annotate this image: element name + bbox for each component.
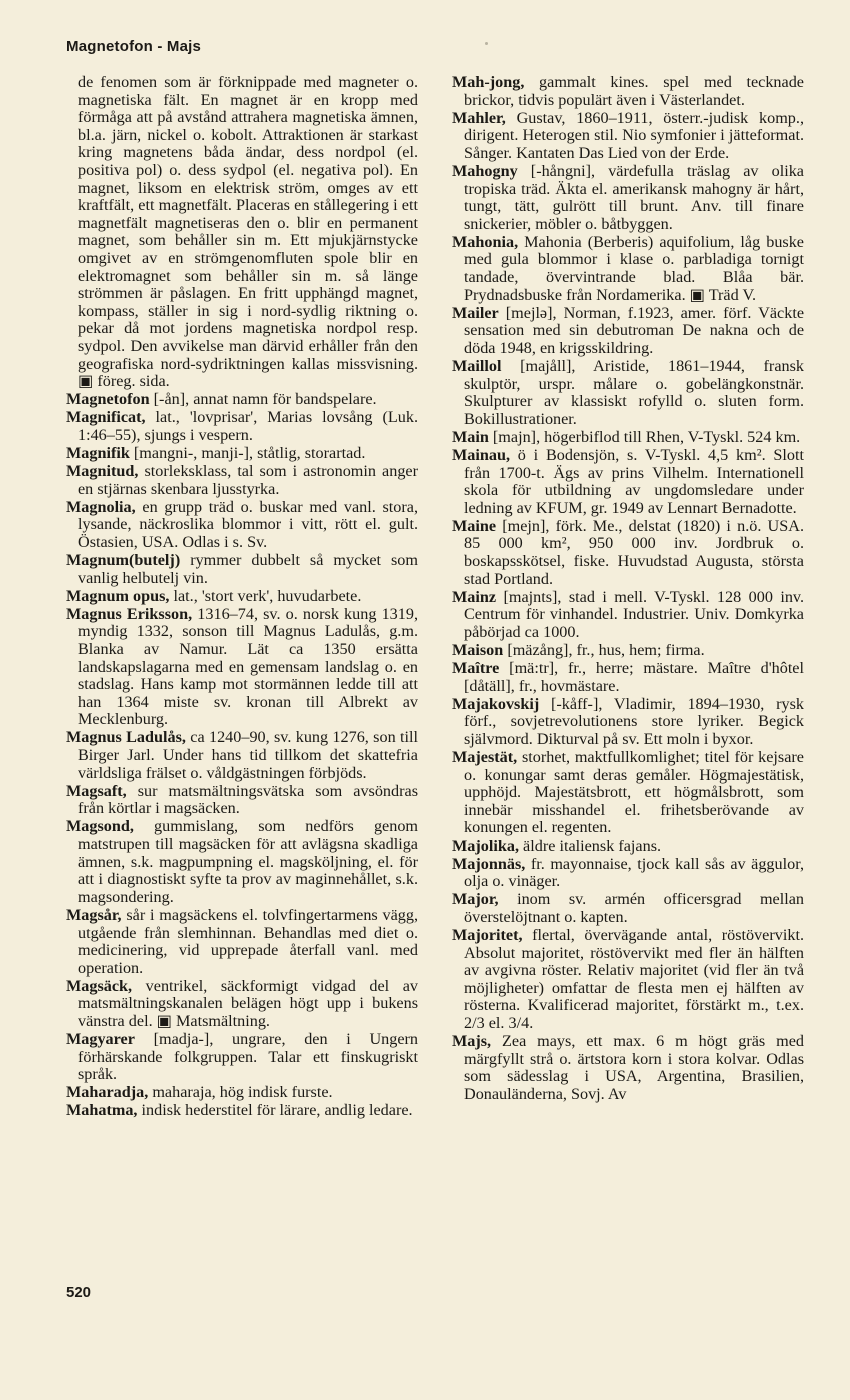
dictionary-entry	[66, 552, 418, 587]
dictionary-entry	[66, 391, 418, 409]
left-column	[66, 74, 418, 1121]
dictionary-entry	[452, 856, 804, 891]
right-column	[452, 74, 804, 1104]
running-head: Magnetofon - Majs	[66, 38, 202, 55]
entry-definition: flertal, övervägande antal, röstövervikt. Absolut majoritet, röstövervikt med fler än hälften av avgivna röster. Relativ majoritet (vid fler än två möjligheter) omfattar de flesta men ej hälften av rösterna. Kvalificerad majoritet, förstärkt m., t.ex. 2/3 el. 3/4.	[464, 926, 804, 1032]
dictionary-entry	[452, 518, 804, 588]
dictionary-entry	[66, 818, 418, 906]
entry-headword: Maharadja,	[66, 1083, 149, 1102]
entry-headword: Main	[452, 427, 489, 446]
entry-definition: gummislang, som nedförs genom matstrupen till magsäcken för att avlägsna skadliga ämnen, s.k. magpumpning el. magsköljning, el. för att i diagnostiskt syfte ta prov av maginnehållet, s.k. magsondering.	[78, 817, 418, 906]
entry-definition: en grupp träd o. buskar med vanl. stora, lysande, näckroslika blommor i vitt, rött el. gult. Östasien, USA. Odlas i s. Sv.	[78, 497, 418, 551]
entry-definition: [majn], högerbiflod till Rhen, V-Tyskl. 524 km.	[488, 427, 801, 446]
entry-headword: Magnolia,	[66, 497, 136, 516]
entry-definition: 1316–74, sv. o. norsk kung 1319, myndig 1332, sonson till Magnus Ladulås, g.m. Blanka av Namur. Lät ca 1350 ersätta landskapslagarna med en gemensam landslag o. en stadslag. Hans kamp mot stormännen ledde till att han 1364 miste sv. kronan till Albrekt av Mecklenburg.	[78, 604, 418, 729]
entry-headword: Maître	[452, 659, 500, 678]
entry-headword: Magnum opus,	[66, 586, 170, 605]
dictionary-entry	[452, 891, 804, 926]
entry-headword: Majestät,	[452, 748, 518, 767]
entry-definition: [mejlə], Norman, f.1923, amer. förf. Väckte sensation med sin debutroman De nakna och de döda 1948, en krigsskildring.	[464, 303, 804, 357]
dictionary-entry	[452, 163, 804, 233]
entry-definition: ca 1240–90, sv. kung 1276, son till Birger Jarl. Under hans tid tillkom det skattefria världsliga frälset o. våldgästningen förbjöds.	[78, 728, 418, 782]
entry-headword: Mahler,	[452, 108, 506, 127]
entry-definition: [-kåff-], Vladimir, 1894–1930, rysk förf., sovjetrevolutionens store lyriker. Begick självmord. Dikturval på sv. Ett moln i byxor.	[464, 694, 804, 748]
entry-headword: Majolika,	[452, 836, 519, 855]
entry-definition: ventrikel, säckformigt vidgad del av matsmältningskanalen belägen högt upp i bukens vänstra del. ▣ Matsmältning.	[78, 976, 418, 1030]
entry-definition: äldre italiensk fajans.	[519, 836, 662, 855]
entry-headword: Mailer	[452, 303, 499, 322]
dictionary-entry	[66, 1084, 418, 1102]
dictionary-entry	[452, 642, 804, 660]
dictionary-entry	[66, 499, 418, 552]
entry-headword: Magnus Ladulås,	[66, 728, 186, 747]
entry-headword: Mainz	[452, 587, 497, 606]
dictionary-entry	[452, 305, 804, 358]
dictionary-entry	[66, 1031, 418, 1084]
dictionary-entry	[66, 588, 418, 606]
entry-headword: Majakovskij	[452, 694, 540, 713]
dictionary-entry	[66, 74, 418, 391]
entry-definition: maharaja, hög indisk furste.	[148, 1083, 333, 1102]
dictionary-entry	[452, 358, 804, 428]
entry-headword: Magnitud,	[66, 462, 139, 481]
entry-definition: gammalt kines. spel med tecknade brickor, tidvis populärt även i Västerlandet.	[464, 73, 804, 109]
entry-definition: [majnts], stad i mell. V-Tyskl. 128 000 inv. Centrum för vinhandel. Industrier. Univ. Domkyrka påbörjad ca 1000.	[464, 587, 804, 641]
dictionary-entry	[66, 606, 418, 729]
dictionary-entry	[66, 463, 418, 498]
dictionary-entry	[452, 696, 804, 749]
entry-definition: Zea mays, ett max. 6 m högt gräs med märgfyllt strå o. ärtstora korn i stora kolvar. Odlas som sädesslag i USA, Argentina, Brasilien, Donauländerna, Sovj. Av	[464, 1032, 804, 1103]
entry-headword: Mahogny	[452, 161, 518, 180]
entry-headword: Majonnäs,	[452, 854, 526, 873]
entry-definition: sur matsmältningsvätska som avsöndras från körtlar i magsäcken.	[78, 781, 418, 818]
dictionary-entry	[66, 445, 418, 463]
entry-headword: Magsäck,	[66, 976, 133, 995]
entry-headword: Mah-jong,	[452, 73, 525, 91]
dictionary-entry	[452, 660, 804, 695]
page-number: 520	[66, 1284, 92, 1301]
entry-definition: storleksklass, tal som i astronomin anger en stjärnas skenbara ljusstyrka.	[78, 462, 418, 498]
entry-definition: ö i Bodensjön, s. V-Tyskl. 4,5 km². Slott från 1700-t. Ägs av prins Vilhelm. Internationell skola för utbildning av ungdomsledare under ledning av KFUM, gr. 1949 av Lennart Bernadotte.	[464, 445, 804, 517]
dictionary-entry	[66, 978, 418, 1031]
dictionary-entry	[452, 429, 804, 447]
entry-headword: Mahatma,	[66, 1101, 138, 1120]
entry-definition: storhet, maktfullkomlighet; titel för kejsare o. konungar samt deras gemåler. Högmajestätisk, upphöjd. Majestätsbrott, ett högmålsbrott, som innebär misshandel el. frihetsberövande av konungen el. regenten.	[464, 748, 804, 837]
dictionary-entry	[66, 783, 418, 818]
entry-definition: sår i magsäckens el. tolvfingertarmens vägg, utgående från slemhinnan. Behandlas med diet o. medicinering, vid upprepade återfall vanl. med operation.	[78, 905, 418, 977]
dictionary-entry	[452, 838, 804, 856]
entry-headword: Magsår,	[66, 905, 122, 924]
entry-definition: de fenomen som är förknippade med magneter o. magnetiska fält. En magnet är en kropp med förmåga att på avstånd attrahera magnetiska ämnen, bl.a. järn, nickel o. kobolt. Attraktionen är starkast kring magnetens båda ändar, dess nordpol (el. positiva pol) o. dess sydpol (el. negativa pol). En magnet, liksom en elektrisk ström, omges av ett kraftfält, ett magnetfält. Placeras en stållegering i ett magnetfält magnetiseras den o. blir en permanent magnet, som behåller sin m. Ett mjukjärnstycke omgivet av en strömgenomfluten spole blir en elektromagnet som behåller sin m. så länge strömmen är påslagen. En fritt upphängd magnet, kompass, ställer in sig i nord-sydlig riktning o. pekar då mot jordens magnetiska nordpol resp. sydpol. Den avvikelse man därvid erhåller från den geografiska nord-sydriktningen kallas missvisning. ▣ föreg. sida.	[78, 73, 418, 391]
entry-headword: Magsaft,	[66, 781, 127, 800]
entry-definition: fr. mayonnaise, tjock kall sås av äggulor, olja o. vinäger.	[464, 854, 804, 891]
dictionary-entry	[452, 927, 804, 1033]
entry-headword: Major,	[452, 890, 499, 909]
paper-speck	[485, 42, 488, 45]
entry-definition: lat., 'lovprisar', Marias lovsång (Luk. 1:46–55), sjungs i vespern.	[78, 408, 418, 444]
entry-headword: Mainau,	[452, 445, 511, 464]
entry-definition: [mäzång], fr., hus, hem; firma.	[503, 641, 705, 659]
entry-headword: Magnetofon	[66, 390, 150, 409]
entry-headword: Magnus Eriksson,	[66, 604, 193, 623]
entry-definition: Gustav, 1860–1911, österr.-judisk komp., dirigent. Heterogen stil. Nio symfonier i jätteformat. Sånger. Kantaten Das Lied von der Erde.	[464, 108, 804, 162]
entry-definition: [mä:tr], fr., herre; mästare. Maître d'hôtel [dåtäll], fr., hovmästare.	[464, 659, 804, 695]
dictionary-entry	[66, 729, 418, 782]
entry-definition: indisk hederstitel för lärare, andlig ledare.	[137, 1101, 413, 1120]
dictionary-entry	[452, 74, 804, 109]
entry-definition: lat., 'stort verk', huvudarbete.	[169, 586, 362, 605]
entry-headword: Majoritet,	[452, 926, 523, 944]
entry-definition: [majåll], Aristide, 1861–1944, fransk skulptör, urspr. målare o. gobelängkonstnär. Skulpturer av klassiskt rofylld o. sluten form. Bokillustrationer.	[464, 357, 804, 428]
dictionary-entry	[452, 447, 804, 517]
entry-definition: Mahonia (Berberis) aquifolium, låg buske med gula blommor i klase o. parbladiga tornigt tandade, övervintrande blad. Blåa bär. Prydnadsbuske från Nordamerika. ▣ Träd V.	[464, 232, 804, 304]
entry-headword: Magsond,	[66, 817, 134, 836]
entry-definition: [mejn], förk. Me., delstat (1820) i n.ö. USA. 85 000 km², 950 000 inv. Jordbruk o. boskapsskötsel, fiske. Huvudstad Augusta, största stad Portland.	[464, 516, 804, 588]
dictionary-entry	[66, 907, 418, 977]
entry-definition: rymmer dubbelt så mycket som vanlig helbutelj vin.	[78, 551, 418, 587]
entry-headword: Magnificat,	[66, 408, 146, 427]
entry-definition: inom sv. armén officersgrad mellan överstelöjtnant o. kapten.	[464, 890, 804, 926]
entry-headword: Magnifik	[66, 443, 130, 462]
entry-definition: [-ån], annat namn för bandspelare.	[149, 390, 377, 409]
entry-definition: [-hångni], värdefulla träslag av olika tropiska träd. Äkta el. amerikansk mahogny är hårt, tungt, tätt, gulrött till brunt. Anv. till finare snickerier, möbler o. båtbyggen.	[464, 161, 804, 233]
dictionary-entry	[452, 589, 804, 642]
entry-headword: Maison	[452, 641, 504, 659]
dictionary-entry	[452, 749, 804, 837]
entry-headword: Mahonia,	[452, 232, 519, 251]
dictionary-entry	[452, 1033, 804, 1103]
dictionary-entry	[66, 409, 418, 444]
entry-definition: [mangni-, manji-], ståtlig, storartad.	[129, 443, 366, 462]
entry-headword: Majs,	[452, 1032, 492, 1051]
entry-definition: [madja-], ungrare, den i Ungern förhärskande folkgruppen. Talar ett finskugriskt språk.	[78, 1030, 418, 1084]
entry-headword: Maine	[452, 516, 497, 535]
dictionary-entry	[452, 110, 804, 163]
entry-headword: Magyarer	[66, 1030, 135, 1049]
entry-headword: Magnum(butelj)	[66, 551, 181, 570]
dictionary-entry	[452, 234, 804, 304]
dictionary-entry	[66, 1102, 418, 1120]
entry-headword: Maillol	[452, 357, 502, 375]
